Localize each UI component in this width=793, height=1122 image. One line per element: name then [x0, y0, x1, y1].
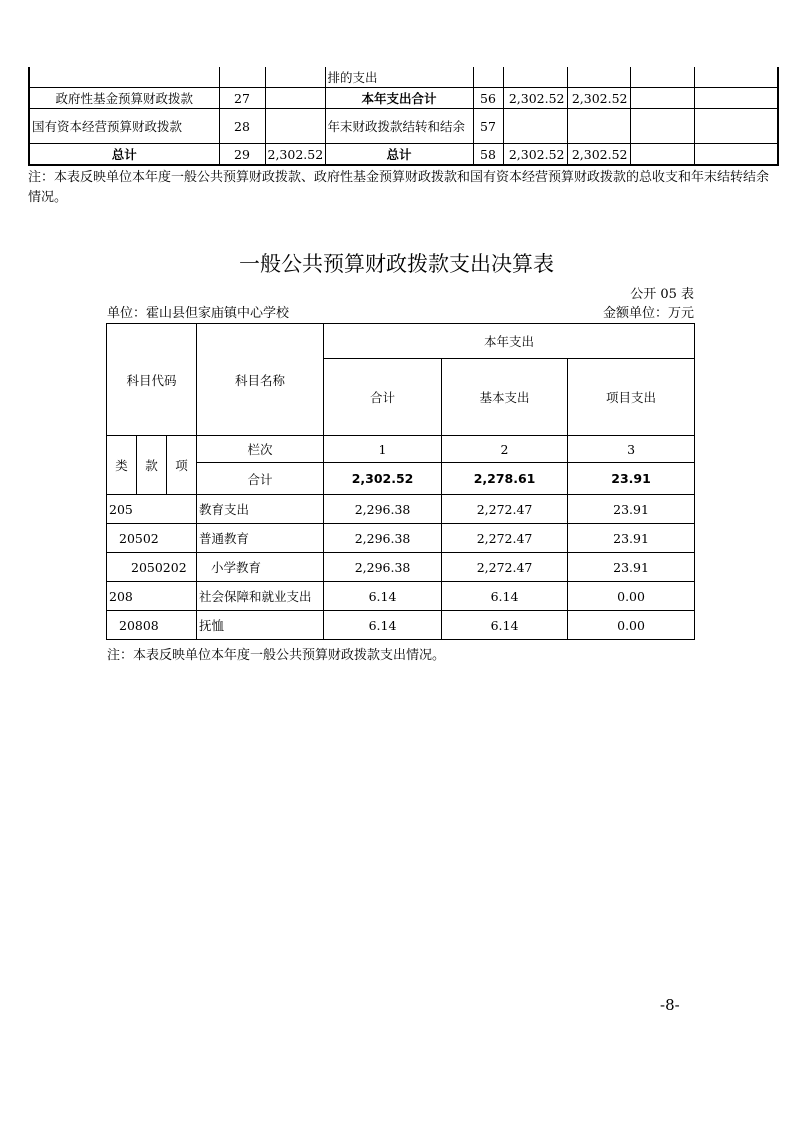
row-value-2b: [567, 67, 630, 88]
row-value-2a: [503, 109, 567, 144]
subject-code: 20502: [107, 524, 197, 553]
row-label: [29, 67, 219, 88]
row-number: [219, 67, 265, 88]
income-expense-summary-table: [28, 67, 779, 166]
row-value-2b: 2,302.52: [567, 144, 630, 166]
table-row: [29, 109, 778, 144]
value-project: 0.00: [568, 611, 695, 640]
value-total: 2,296.38: [324, 495, 442, 524]
page-number: -8-: [660, 996, 680, 1014]
header-year-expenditure: 本年支出: [324, 324, 695, 359]
row-value-2d: [694, 67, 778, 88]
column-number: 3: [568, 436, 695, 463]
value-basic: 2,272.47: [442, 524, 568, 553]
row-label: 政府性基金预算财政拨款: [29, 88, 219, 109]
subject-name: 社会保障和就业支出: [197, 582, 324, 611]
row-label-2: 本年支出合计: [325, 88, 473, 109]
unit-label: 单位：霍山县但家庙镇中心学校: [107, 306, 290, 321]
value-project: 23.91: [568, 553, 695, 582]
table-row: [107, 495, 695, 524]
header-kuan: 款: [137, 436, 167, 495]
row-number-2: 57: [473, 109, 503, 144]
value-basic: 6.14: [442, 582, 568, 611]
subject-code: 205: [107, 495, 197, 524]
header-xiang: 项: [167, 436, 197, 495]
subject-code: 208: [107, 582, 197, 611]
row-value-2d: [694, 109, 778, 144]
value-total: 6.14: [324, 611, 442, 640]
table-row: [107, 524, 695, 553]
total-value: 23.91: [568, 463, 695, 495]
row-number-2: [473, 67, 503, 88]
table-row: [107, 582, 695, 611]
row-label: 国有资本经营预算财政拨款: [29, 109, 219, 144]
row-number-2: 58: [473, 144, 503, 166]
row-value: [265, 109, 325, 144]
value-total: 6.14: [324, 582, 442, 611]
row-value-2c: [630, 88, 694, 109]
row-value-2c: [630, 144, 694, 166]
header-subject-code: 科目代码: [107, 324, 197, 436]
header-basic: 基本支出: [442, 359, 568, 436]
subject-code: 2050202: [107, 553, 197, 582]
subject-name: 普通教育: [197, 524, 324, 553]
top-table-note: 注：本表反映单位本年度一般公共预算财政拨款、政府性基金预算财政拨款和国有资本经营预算财政拨款的总收支和年末结转结余情况。: [28, 170, 770, 205]
table-row: [29, 144, 778, 166]
header-total: 合计: [324, 359, 442, 436]
row-value: [265, 67, 325, 88]
row-value-2c: [630, 109, 694, 144]
expenditure-table: [106, 323, 695, 640]
row-number: 29: [219, 144, 265, 166]
total-value: 2,302.52: [324, 463, 442, 495]
row-number: 28: [219, 109, 265, 144]
row-number-2: 56: [473, 88, 503, 109]
total-value: 2,278.61: [442, 463, 568, 495]
header-row: [107, 436, 695, 463]
amount-unit-label: 金额单位：万元: [602, 306, 694, 321]
subject-name: 小学教育: [197, 553, 324, 582]
row-label-2: 年末财政拨款结转和结余: [325, 109, 473, 144]
value-basic: 6.14: [442, 611, 568, 640]
row-label-2: 排的支出: [325, 67, 473, 88]
column-number: 2: [442, 436, 568, 463]
row-number: 27: [219, 88, 265, 109]
form-code: 公开 05 表: [630, 287, 694, 302]
table-row: [29, 88, 778, 109]
value-project: 0.00: [568, 582, 695, 611]
subject-name: 教育支出: [197, 495, 324, 524]
row-value-2b: 2,302.52: [567, 88, 630, 109]
value-project: 23.91: [568, 524, 695, 553]
row-value-2a: 2,302.52: [503, 144, 567, 166]
table-row: [107, 553, 695, 582]
header-project: 项目支出: [568, 359, 695, 436]
total-label: 合计: [197, 463, 324, 495]
header-subject-name: 科目名称: [197, 324, 324, 436]
page-title: 一般公共预算财政拨款支出决算表: [239, 252, 554, 276]
table-row: [107, 611, 695, 640]
value-basic: 2,272.47: [442, 495, 568, 524]
row-value-2a: 2,302.52: [503, 88, 567, 109]
subject-name: 抚恤: [197, 611, 324, 640]
row-value-2d: [694, 144, 778, 166]
header-lei: 类: [107, 436, 137, 495]
subject-code: 20808: [107, 611, 197, 640]
lanci-label: 栏次: [197, 436, 324, 463]
row-value: 2,302.52: [265, 144, 325, 166]
row-value-2c: [630, 67, 694, 88]
row-value: [265, 88, 325, 109]
table-row: [29, 67, 778, 88]
value-project: 23.91: [568, 495, 695, 524]
value-basic: 2,272.47: [442, 553, 568, 582]
header-row: [107, 324, 695, 359]
row-label-2: 总计: [325, 144, 473, 166]
row-label: 总计: [29, 144, 219, 166]
value-total: 2,296.38: [324, 524, 442, 553]
row-value-2d: [694, 88, 778, 109]
row-value-2b: [567, 109, 630, 144]
row-value-2a: [503, 67, 567, 88]
value-total: 2,296.38: [324, 553, 442, 582]
column-number: 1: [324, 436, 442, 463]
bottom-table-note: 注：本表反映单位本年度一般公共预算财政拨款支出情况。: [107, 648, 446, 663]
